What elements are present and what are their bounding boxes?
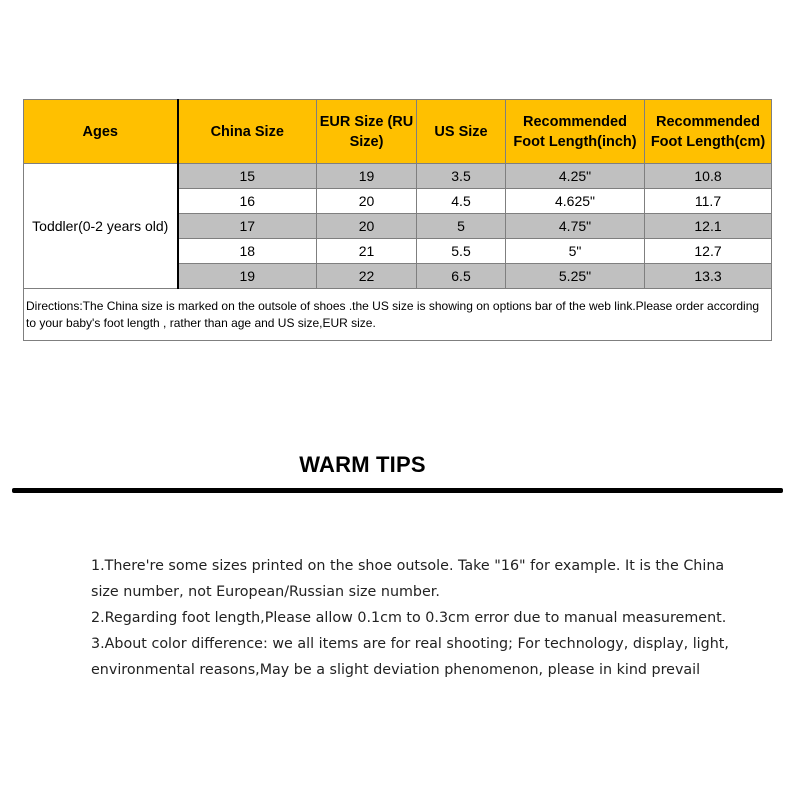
us-size-cell: 4.5 bbox=[417, 189, 506, 214]
header-foot-length-inch: Recommended Foot Length(inch) bbox=[506, 100, 645, 164]
us-size-cell: 5 bbox=[417, 214, 506, 239]
table-row bbox=[24, 164, 772, 189]
header-china-size: China Size bbox=[178, 100, 317, 164]
china-size-cell: 15 bbox=[178, 164, 317, 189]
foot-length-cm-cell: 13.3 bbox=[645, 264, 772, 289]
header-eur-size: EUR Size (RU Size) bbox=[317, 100, 417, 164]
tip-item: 3.About color difference: we all items are for real shooting; For technology, display, light, environmental reasons,May be a slight deviation phenomenon, please in kind prevail bbox=[91, 636, 729, 678]
tip-item: 2.Regarding foot length,Please allow 0.1cm to 0.3cm error due to manual measurement. bbox=[91, 610, 727, 626]
eur-size-cell: 20 bbox=[317, 189, 417, 214]
size-chart-table bbox=[23, 99, 772, 341]
directions-row bbox=[24, 289, 772, 341]
header-foot-length-cm: Recommended Foot Length(cm) bbox=[645, 100, 772, 164]
eur-size-cell: 20 bbox=[317, 214, 417, 239]
foot-length-inch-cell: 4.75" bbox=[506, 214, 645, 239]
header-ages: Ages bbox=[24, 100, 178, 164]
foot-length-inch-cell: 5" bbox=[506, 239, 645, 264]
warm-tips-title: WARM TIPS bbox=[299, 452, 426, 477]
tip-item: 1.There're some sizes printed on the shoe outsole. Take "16" for example. It is the China size number, not European/Russian size number. bbox=[91, 558, 725, 600]
us-size-cell: 3.5 bbox=[417, 164, 506, 189]
foot-length-cm-cell: 11.7 bbox=[645, 189, 772, 214]
header-us-size: US Size bbox=[417, 100, 506, 164]
foot-length-cm-cell: 12.1 bbox=[645, 214, 772, 239]
directions-text: Directions:The China size is marked on the outsole of shoes .the US size is showing on options bar of the web link.Please order according to your baby's foot length , rather than age and US size,EUR size. bbox=[24, 289, 772, 341]
us-size-cell: 6.5 bbox=[417, 264, 506, 289]
china-size-cell: 19 bbox=[178, 264, 317, 289]
eur-size-cell: 19 bbox=[317, 164, 417, 189]
us-size-cell: 5.5 bbox=[417, 239, 506, 264]
china-size-cell: 17 bbox=[178, 214, 317, 239]
eur-size-cell: 22 bbox=[317, 264, 417, 289]
age-group-cell: Toddler(0-2 years old) bbox=[24, 164, 178, 289]
foot-length-cm-cell: 10.8 bbox=[645, 164, 772, 189]
table-header-row bbox=[24, 100, 772, 164]
foot-length-cm-cell: 12.7 bbox=[645, 239, 772, 264]
foot-length-inch-cell: 4.625" bbox=[506, 189, 645, 214]
china-size-cell: 18 bbox=[178, 239, 317, 264]
divider-line bbox=[12, 488, 783, 493]
foot-length-inch-cell: 5.25" bbox=[506, 264, 645, 289]
china-size-cell: 16 bbox=[178, 189, 317, 214]
foot-length-inch-cell: 4.25" bbox=[506, 164, 645, 189]
warm-tips-list bbox=[91, 553, 751, 683]
eur-size-cell: 21 bbox=[317, 239, 417, 264]
